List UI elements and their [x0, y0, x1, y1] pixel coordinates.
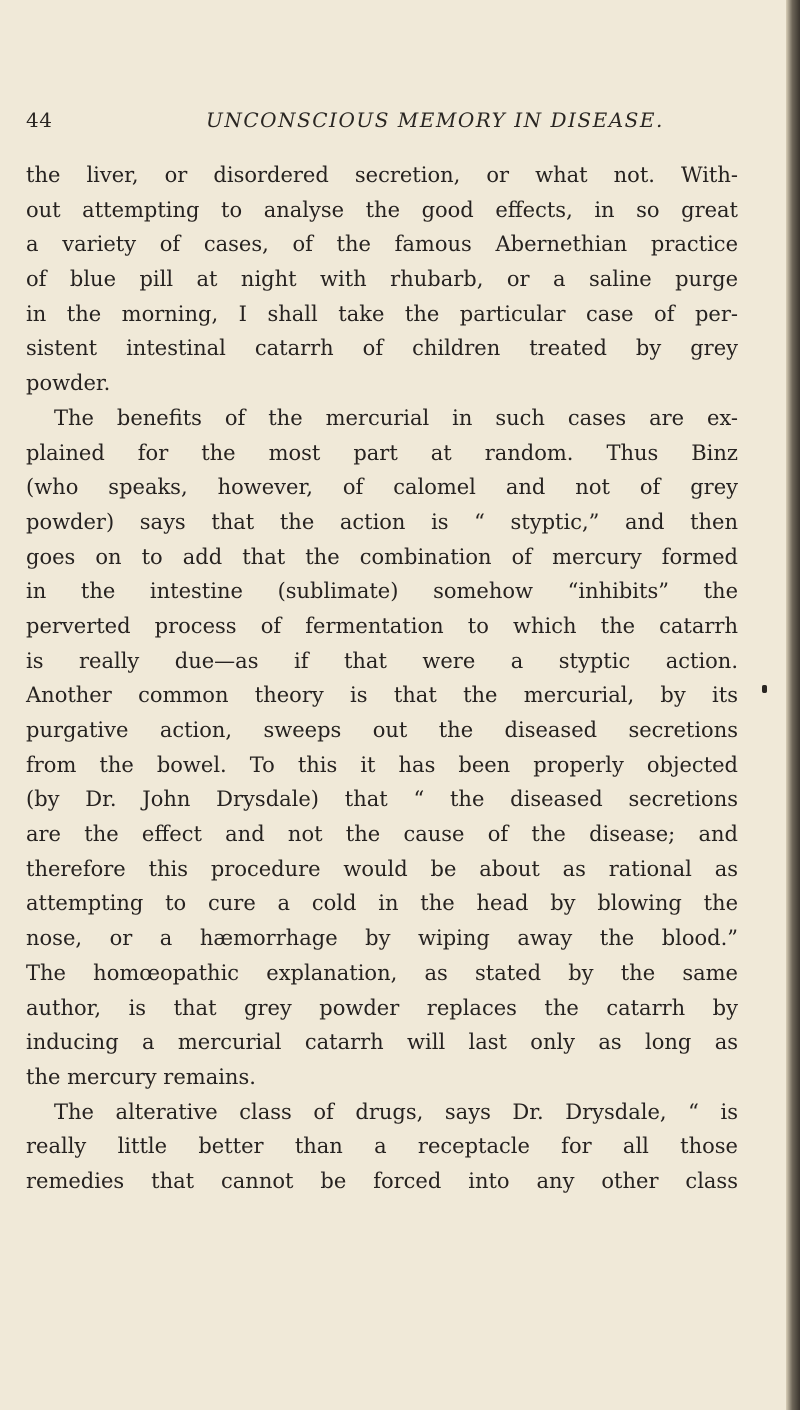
page-number: 44	[26, 108, 53, 132]
text-line: goes on to add that the combination of mercury formed	[26, 544, 738, 569]
body-text	[26, 158, 738, 1199]
text-line: from the bowel. To this it has been properly objected	[26, 752, 738, 777]
page-header	[26, 108, 746, 138]
text-line: purgative action, sweeps out the diseased secretions	[26, 718, 738, 742]
text-line: (who speaks, however, of calomel and not of grey	[26, 475, 738, 500]
text-line: therefore this procedure would be about as rational as	[26, 856, 738, 881]
text-line: The alterative class of drugs, says Dr. Drysdale, “ is	[54, 1099, 738, 1124]
text-line: are the effect and not the cause of the disease; and	[26, 822, 738, 847]
page-edge-shadow	[786, 0, 800, 1410]
text-line: The homœopathic explanation, as stated by the same	[26, 960, 738, 985]
text-line: attempting to cure a cold in the head by blowing the	[26, 891, 738, 916]
text-line: nose, or a hæmorrhage by wiping away the blood.”	[26, 926, 738, 951]
text-line: powder.	[26, 371, 111, 396]
margin-ink-mark	[762, 685, 767, 693]
text-line: is really due—as if that were a styptic action.	[26, 648, 738, 673]
text-line: the mercury remains.	[26, 1064, 256, 1089]
text-line: of blue pill at night with rhubarb, or a saline purge	[26, 267, 738, 292]
text-line: really little better than a receptacle for all those	[26, 1134, 738, 1159]
text-line: a variety of cases, of the famous Abernethian practice	[26, 232, 738, 257]
text-line: the liver, or disordered secretion, or what not. With-	[26, 163, 738, 187]
text-line: inducing a mercurial catarrh will last only as long as	[26, 1030, 738, 1055]
text-line: powder) says that the action is “ styptic,” and then	[26, 509, 738, 534]
text-line: out attempting to analyse the good effects, in so great	[26, 197, 738, 222]
text-line: The benefits of the mercurial in such cases are ex-	[54, 405, 738, 430]
text-line: sistent intestinal catarrh of children treated by grey	[26, 336, 738, 361]
text-line: remedies that cannot be forced into any other class	[26, 1168, 738, 1193]
text-line: author, is that grey powder replaces the catarrh by	[26, 995, 738, 1020]
text-line: (by Dr. John Drysdale) that “ the diseased secretions	[26, 787, 738, 812]
text-line: perverted process of fermentation to which the catarrh	[26, 613, 738, 638]
text-line: Another common theory is that the mercurial, by its	[26, 683, 738, 708]
running-title: UNCONSCIOUS MEMORY IN DISEASE.	[206, 108, 664, 132]
text-line: in the morning, I shall take the particular case of per-	[26, 301, 738, 326]
text-line: plained for the most part at random. Thus Binz	[26, 440, 738, 465]
text-line: in the intestine (sublimate) somehow “inhibits” the	[26, 579, 738, 604]
